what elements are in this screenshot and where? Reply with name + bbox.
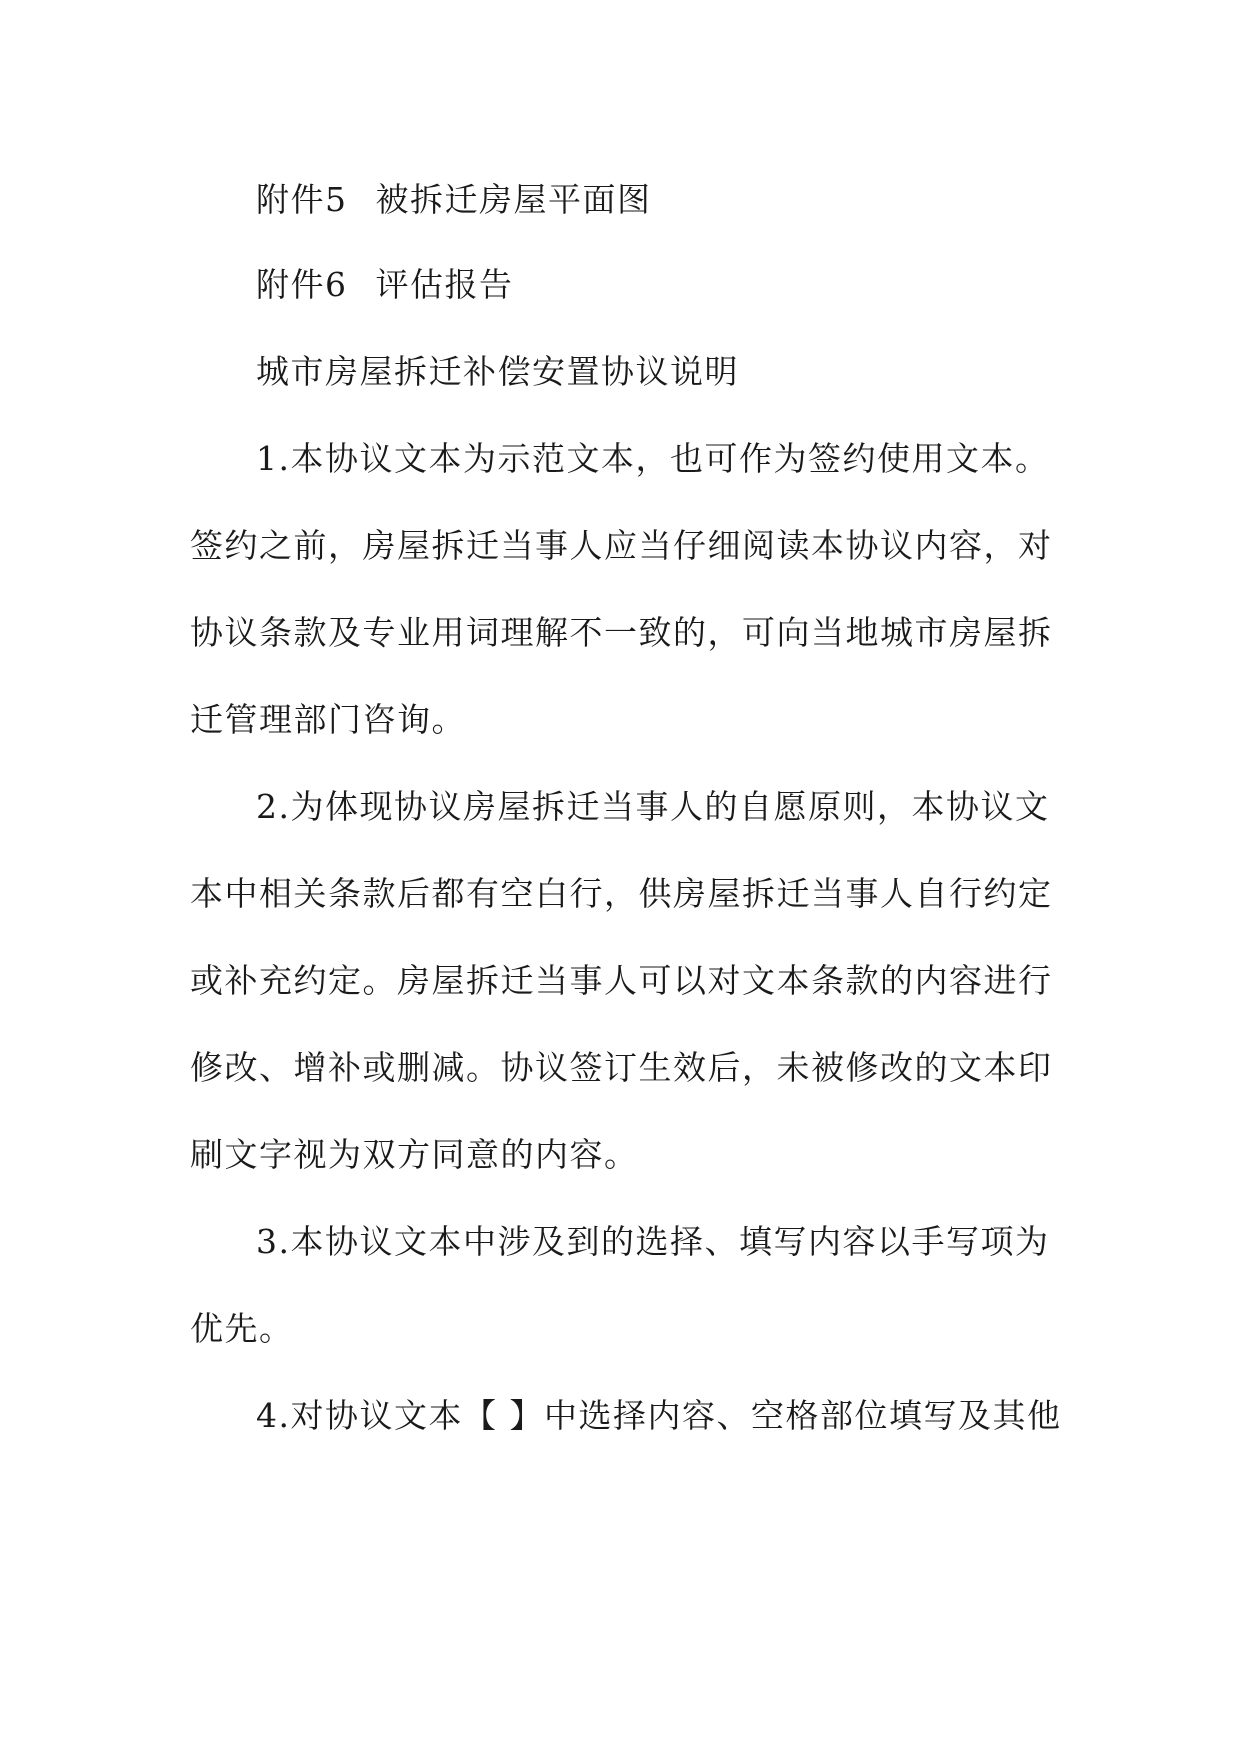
paragraph-line-3: 协议条款及专业用词理解不一致的，可向当地城市房屋拆	[190, 613, 1053, 652]
paragraph-line-10: 3.本协议文本中涉及到的选择、填写内容以手写项为	[256, 1222, 1050, 1261]
paragraph-line-12: 4.对协议文本【 】中选择内容、空格部位填写及其他	[256, 1396, 1062, 1435]
paragraph-line-2: 签约之前，房屋拆迁当事人应当仔细阅读本协议内容，对	[190, 526, 1053, 565]
paragraph-line-8: 修改、增补或删减。协议签订生效后，未被修改的文本印	[190, 1048, 1053, 1087]
attachment-5-title: 被拆迁房屋平面图	[375, 180, 652, 219]
attachment-6-title: 评估报告	[375, 265, 514, 304]
attachment-5-label: 附件5	[256, 180, 348, 219]
attachment-6-label: 附件6	[256, 265, 348, 304]
attachment-6-line	[256, 265, 1136, 305]
paragraph-line-4: 迁管理部门咨询。	[190, 700, 466, 739]
paragraph-line-11: 优先。	[190, 1309, 294, 1348]
paragraph-line-6: 本中相关条款后都有空白行，供房屋拆迁当事人自行约定	[190, 874, 1053, 913]
attachment-5-line	[256, 180, 1136, 220]
paragraph-line-7: 或补充约定。房屋拆迁当事人可以对文本条款的内容进行	[190, 961, 1053, 1000]
paragraph-line-9: 刷文字视为双方同意的内容。	[190, 1135, 639, 1174]
paragraph-line-1: 1.本协议文本为示范文本，也可作为签约使用文本。	[256, 439, 1050, 478]
paragraph-line-5: 2.为体现协议房屋拆迁当事人的自愿原则，本协议文	[256, 787, 1050, 826]
section-title: 城市房屋拆迁补偿安置协议说明	[256, 352, 739, 391]
